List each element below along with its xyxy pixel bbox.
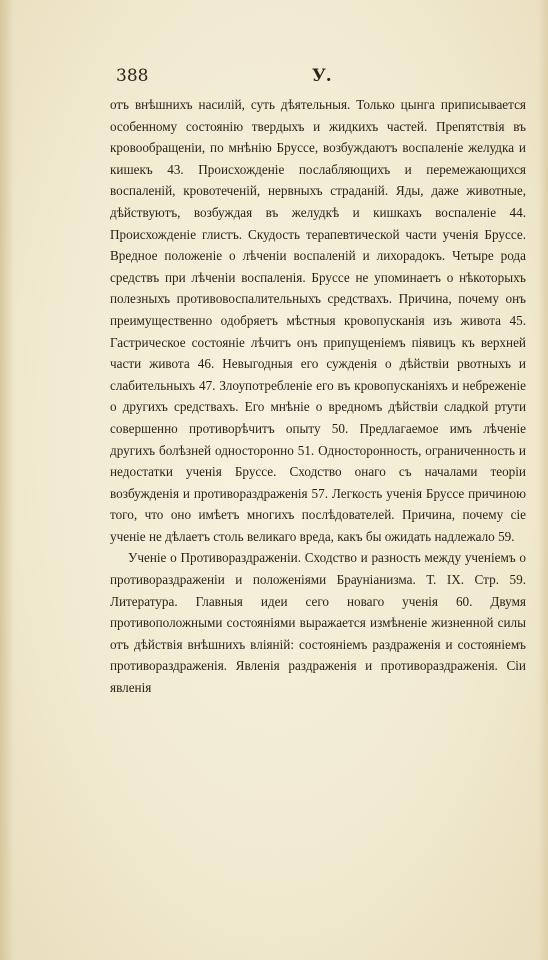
paragraph-counterirritation: Ученіе о Противораздраженіи. Сходство и разность между ученіемъ о противораздраженіи и положеніями Брауніанизма. Т. IX. Стр. 59. Литература. Главныя идеи сего новаго ученія 60. Двумя противоположными состояніями выражается измѣненіе жизненной силы отъ дѣйствія внѣшнихъ вліяній: состояніемъ раздраженія и состояніемъ противораздраженія. Явленія раздраженія и противораздраженія. Сіи явленія <box>110 550 526 696</box>
page-right-edge <box>538 0 548 960</box>
page-header <box>116 66 424 88</box>
paragraph-continued: отъ внѣшнихъ насилій, суть дѣятельныя. Только цынга приписывается особенному состоянію твердыхъ и жидкихъ частей. Препятствія въ кровообращеніи, по мнѣнію Бруссе, возбуждаютъ воспаленіе желудка и кишекъ 43. Происхожденіе послабляющихъ и перемежающихся воспаленій, кровотеченій, нервныхъ страданій. Яды, даже животные, дѣйствуютъ, возбуждая въ желудкѣ и кишкахъ воспаленіе 44. Происхожденіе глистъ. Скудость терапевтической части ученія Бруссе. Вредное положеніе о лѣченіи воспаленій и лихорадокъ. Четыре рода средствъ при лѣченіи воспаленія. Бруссе не упоминаетъ о нѣкоторыхъ полезныхъ противовоспалительныхъ средствахъ. Причина, почему онъ преимущественно одобряетъ мѣстныя кровопусканія изъ живота 45. Гастрическое состояніе лѣчитъ онъ припущеніемъ піявицъ къ верхней части живота 46. Невыгодныя его сужденія о дѣйствіи рвотныхъ и слабительныхъ 47. Злоупотребленіе его въ кровопусканіяхъ и небреженіе о другихъ средствахъ. Его мнѣніе о вредномъ дѣйствіи сладкой ртути совершенно противорѣчитъ опыту 50. Предлагаемое имъ лѣченіе другихъ болѣзней односторонно 51. Односторонность, ограниченность и недостатки ученія Бруссе. Сходство онаго съ началами теоріи возбужденія и противораздраженія 57. Легкость ученія Бруссе причиною того, что оно имѣетъ многихъ послѣдователей. Причина, почему сіе ученіе не дѣлаетъ столь великаго вреда, какъ бы ожидать надлежало 59. <box>110 97 526 544</box>
body-text <box>110 94 526 699</box>
page-number: 388 <box>116 66 149 86</box>
running-head: У. <box>312 66 332 86</box>
page-left-edge <box>0 0 14 960</box>
